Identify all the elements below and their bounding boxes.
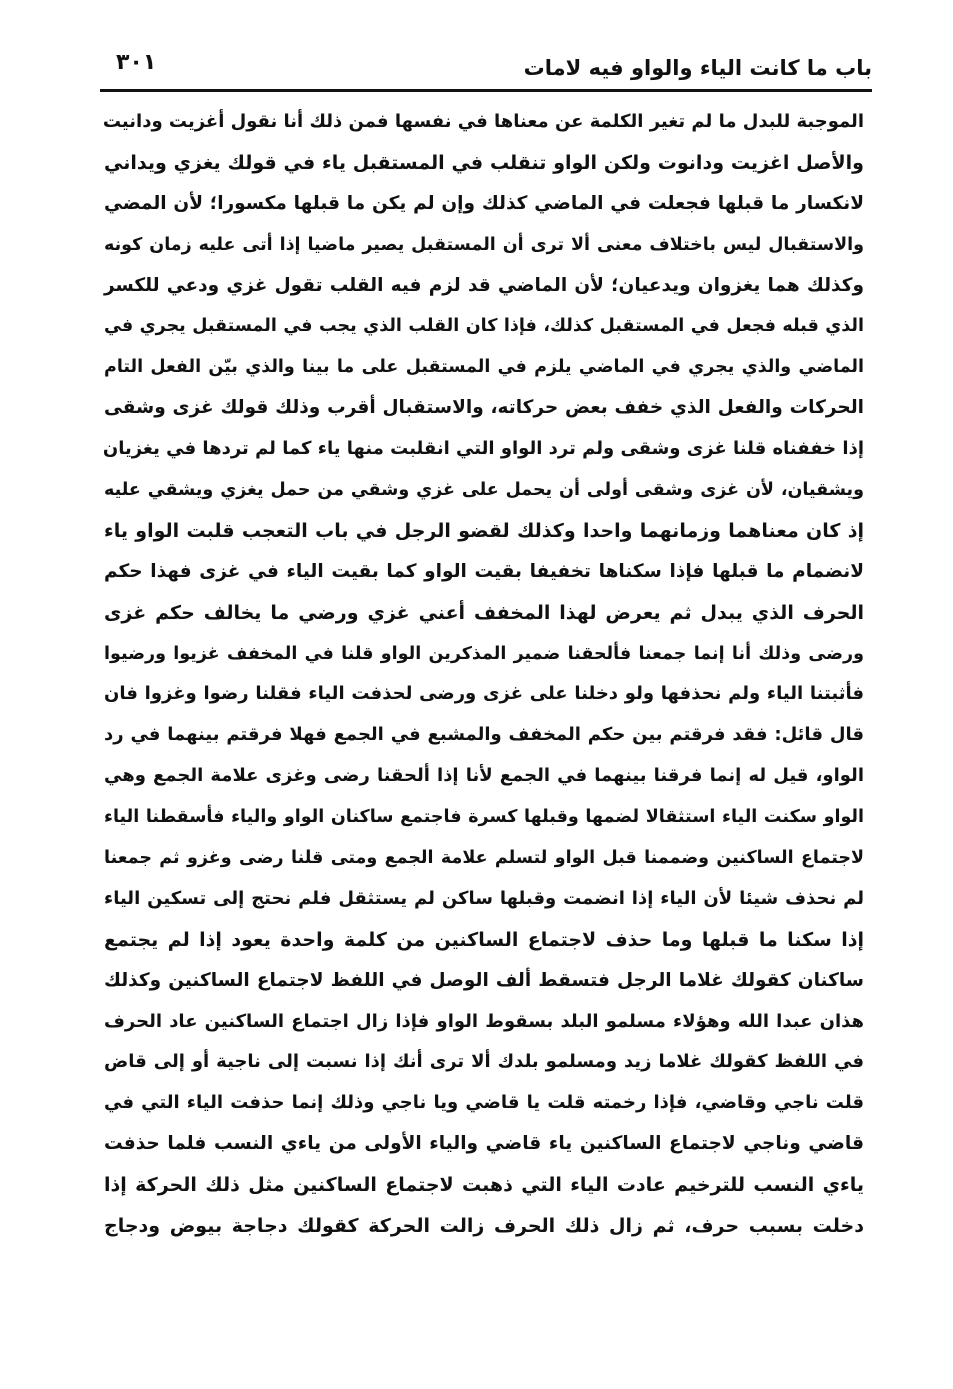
chapter-title: باب ما كانت الياء والواو فيه لامات bbox=[523, 56, 872, 80]
text-line: في اللفظ كقولك غلاما زيد ومسلمو بلدك ألا ترى أنك إذا نسبت إلى ناجية أو إلى قاض bbox=[104, 1051, 864, 1073]
text-line: ساكنان كقولك غلاما الرجل فتسقط ألف الوصل في اللفظ لاجتماع الساكنين وكذلك bbox=[104, 969, 864, 991]
text-line: وكذلك هما يغزوان ويدعيان؛ لأن الماضي قد لزم فيه القلب تقول غزي ودعي للكسر bbox=[104, 274, 864, 296]
text-line: الذي قبله فجعل في المستقبل كذلك، فإذا كان القلب الذي يجب في المستقبل يجري في bbox=[104, 316, 864, 337]
text-line: والأصل اغزيت ودانوت ولكن الواو تنقلب في المستقبل ياء في قولك يغزي ويداني bbox=[104, 151, 864, 174]
page-body bbox=[104, 102, 864, 1247]
text-line: إذا سكنا ما قبلها وما حذف لاجتماع الساكنين من كلمة واحدة يعود إذا لم يجتمع bbox=[104, 928, 864, 951]
text-line: قال قائل: فقد فرقتم بين حكم المخفف والمشبع في الجمع فهلا فرقتم بينهما في رد bbox=[104, 724, 864, 746]
text-line: إذا خففناه قلنا غزى وشقى ولم ترد الواو التي انقلبت منها ياء كما لم تردها في يغزيان bbox=[102, 438, 864, 460]
text-line: قاضي وناجي لاجتماع الساكنين ياء قاضي والياء الأولى من ياءي النسب فلما حذفت bbox=[104, 1133, 864, 1155]
text-line: لانكسار ما قبلها فجعلت في الماضي كذلك وإن لم يكن ما قبلها مكسورا؛ لأن المضي bbox=[104, 192, 864, 214]
running-header bbox=[100, 48, 872, 88]
text-line: دخلت بسبب حرف، ثم زال ذلك الحرف زالت الحركة كقولك دجاجة بيوض ودجاج bbox=[104, 1215, 864, 1238]
text-line: ياءي النسب للترخيم عادت الياء التي ذهبت لاجتماع الساكنين مثل ذلك الحركة إذا bbox=[104, 1174, 864, 1197]
text-line: الموجبة للبدل ما لم تغير الكلمة عن معناها في نفسها فمن ذلك أنا نقول أغزيت ودانيت bbox=[102, 111, 864, 132]
text-line: فأثبتنا الياء ولم نحذفها ولو دخلنا على غزى ورضى لحذفت الياء فقلنا رضوا وغزوا فان bbox=[104, 683, 864, 705]
page-number: ٣٠١ bbox=[116, 50, 157, 75]
text-line: هذان عبدا الله وهؤلاء مسلمو البلد بسقوط الواو فإذا زال اجتماع الساكنين عاد الحرف bbox=[104, 1010, 864, 1032]
header-rule bbox=[100, 89, 872, 92]
text-line: ويشقيان، لأن غزى وشقى أولى أن يحمل على غزي وشقي من حمل يغزي ويشقي عليه bbox=[104, 480, 864, 501]
text-line: لانضمام ما قبلها فإذا سكناها تخفيفا بقيت الواو كما بقيت الياء في غزى فهذا حكم bbox=[104, 560, 864, 582]
text-line: قلت ناجي وقاضي، فإذا رخمته قلت يا قاضي ويا ناجي وذلك إنما حذفت الياء التي في bbox=[104, 1092, 864, 1114]
text-line: والاستقبال ليس باختلاف معنى ألا ترى أن المستقبل يصير ماضيا إذا أتى عليه زمان كونه bbox=[104, 234, 864, 255]
text-line: ورضى وذلك أنا إنما جمعنا فألحقنا ضمير المذكرين الواو قلنا في المخفف غزيوا ورضيوا bbox=[104, 643, 864, 664]
text-line: الواو، قيل له إنما فرقنا بينهما في الجمع لأنا إذا ألحقنا رضى وغزى علامة الجمع وهي bbox=[104, 765, 864, 787]
text-line: الحرف الذي يبدل ثم يعرض لهذا المخفف أعني غزي ورضي ما يخالف حكم غزى bbox=[104, 601, 864, 624]
text-line: إذ كان معناهما وزمانهما واحدا وكذلك لقضو الرجل في باب التعجب قلبت الواو ياء bbox=[104, 519, 864, 542]
text-line: الماضي والذي يجري في الماضي يلزم في المستقبل على ما بينا والذي بيّن الفعل التام bbox=[104, 357, 864, 378]
text-line: لاجتماع الساكنين وضممنا قبل الواو لتسلم علامة الجمع ومتى قلنا رضى وغزو ثم جمعنا bbox=[104, 848, 864, 869]
text-line: لم نحذف شيئا لأن الياء إذا انضمت وقبلها ساكن لم يستثقل فلم نحتج إلى تسكين الياء bbox=[104, 887, 864, 909]
text-line: الحركات والفعل الذي خفف بعض حركاته، والاستقبال أقرب وذلك قولك غزى وشقى bbox=[104, 397, 864, 419]
text-line: الواو سكنت الياء استثقالا لضمها وقبلها كسرة فاجتمع ساكنان الواو والياء فأسقطنا الياء bbox=[104, 807, 864, 828]
